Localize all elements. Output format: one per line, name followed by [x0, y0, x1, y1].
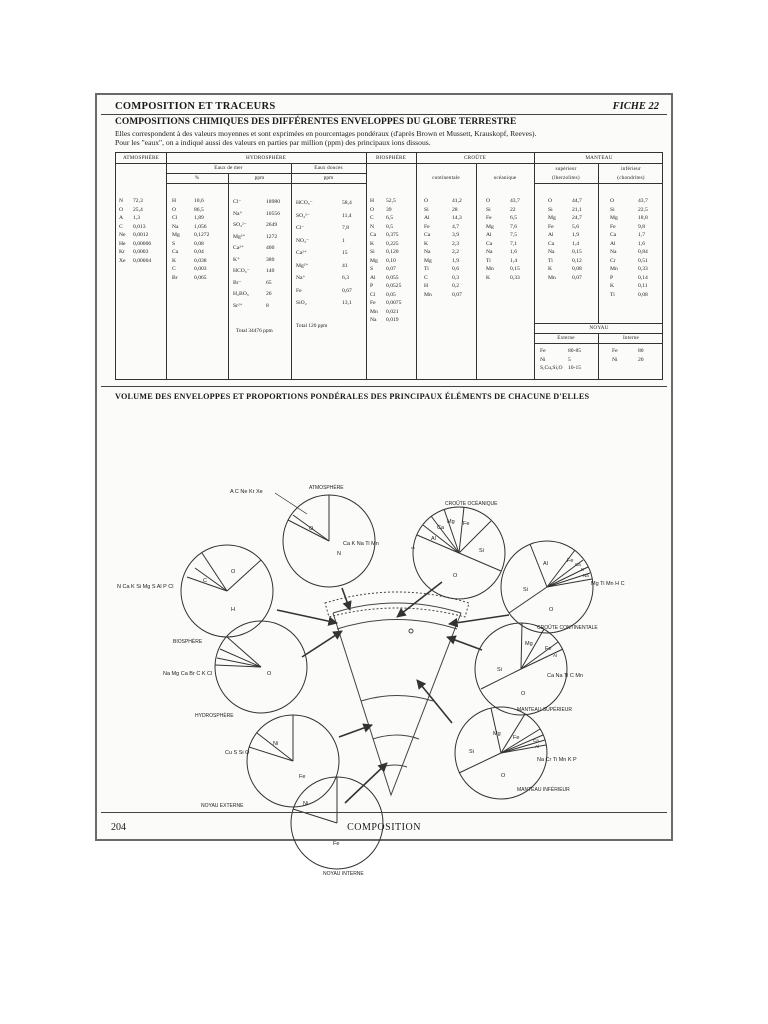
intro-line-2: Pour les "eaux", on a indiqué aussi des valeurs en parties par million (ppm) des principaux ions dissous. [115, 138, 431, 147]
croute-oc-name: CROÛTE OCÉANIQUE [445, 501, 498, 507]
arrow-croute-oceanique [397, 582, 442, 617]
croute-cont-minor: Mg Ti Mn H C [591, 581, 625, 587]
header-biosphere: BIOSPHÈRE [375, 155, 407, 161]
croute-oc-o: O [453, 573, 458, 579]
ne-values: 80-85 5 10-15 [568, 348, 582, 371]
section-rule [101, 386, 667, 387]
douce-ions: HCO₃⁻ SO₄²⁻ Cl⁻ NO₃⁻ Ca²⁺ Mg²⁺ Na⁺ Fe SiO₂ [296, 200, 313, 306]
wedge-arc-inner-core [382, 765, 407, 767]
manteau-inf-mg: Mg [493, 731, 501, 737]
pie-hydrosphere [215, 621, 307, 713]
croute-cont-k: K [581, 567, 585, 572]
bio-elements: H O C N Ca K Si Mg S Al P Cl Fe Mn Na [370, 198, 378, 323]
pie-slice-line [547, 550, 575, 587]
footer-rule [101, 812, 667, 813]
intro-line-1: Elles correspondent à des valeurs moyennes et sont exprimées en pourcentages pondéraux (d'après Brown et Mussett, Krauskopf, Reeves). [115, 129, 537, 138]
biosphere-h: H [231, 607, 235, 613]
noyau-ext-fe: Fe [299, 774, 306, 780]
header-ppm-douce: ppm [323, 175, 334, 181]
header-continentale: continentale [432, 175, 460, 181]
atmosphere-minor: A C Ne Kr Xe [230, 489, 263, 495]
arrows [277, 582, 509, 803]
manteau-sup-mg: Mg [525, 641, 533, 647]
atmosphere-o: O [309, 526, 314, 532]
hydrosphere-o: O [267, 671, 272, 677]
croute-cont-ca: Ca [575, 562, 581, 567]
pie-noyau-externe [247, 715, 339, 807]
page-number: 204 [111, 822, 126, 833]
manteau-sup-name: MANTEAU SUPÉRIEUR [517, 707, 573, 713]
manteau-inf-name: MANTEAU INFÉRIEUR [517, 787, 570, 793]
header-superieur: supérieur [555, 166, 577, 172]
pie-slice-line [187, 577, 227, 591]
section1-intro [115, 129, 665, 147]
table-vline [416, 153, 417, 379]
ni-values: 80 20 [638, 348, 644, 363]
header-hydrosphere: HYDROSPHÈRE [246, 155, 286, 161]
mer-elements: H O Cl Na Mg S Ca K C Br [172, 198, 180, 281]
pie-slice-line [249, 747, 293, 761]
composition-table [115, 152, 663, 380]
croute-oc-fe: Fe [463, 521, 470, 527]
cc-values: 41,2 28 14,3 4,7 3,9 2,3 2,2 1,9 0,6 0,3 0,2 0,07 [452, 198, 462, 298]
noyau-ext-minor: Cu S Si O [225, 750, 250, 756]
header-pct: % [194, 175, 200, 181]
pie-biosphere [181, 545, 273, 637]
manteau-sup-o: O [521, 691, 526, 697]
manteau-inf-si: Si [469, 749, 474, 755]
hydrosphere-minor: Na Mg Ca Br C K Cl [163, 671, 213, 677]
biosphere-o: O [231, 569, 236, 575]
croute-cont-name: CROÛTE CONTINENTALE [537, 625, 598, 631]
pie-slice-line [459, 553, 501, 571]
header-inferieur-sub: (chondrites) [617, 175, 645, 181]
arrow-manteau-superieur [447, 637, 482, 650]
manteau-sup-al: Al [553, 653, 558, 658]
pie-slice-line [227, 560, 261, 591]
header-manteau: MANTEAU [585, 155, 613, 161]
header-eaux-mer: Eaux de mer [214, 165, 243, 171]
noyau-int-name: NOYAU INTERNE [323, 871, 364, 877]
douce-ppm: 58,4 11,4 7,8 1 15 41 6,3 0,67 13,1 [342, 200, 352, 306]
ni-elements: Fe Ni [612, 348, 618, 363]
pie-slice-line [227, 637, 261, 667]
pie-slice-line [195, 568, 227, 591]
table-hline [116, 163, 662, 164]
co-values: 43,7 22 6,5 7,6 7,5 7,1 1,6 1,4 0,15 0,33 [510, 198, 520, 281]
earth-wedge [325, 592, 469, 795]
pie-slice-line [459, 507, 464, 553]
section1-title: COMPOSITIONS CHIMIQUES DES DIFFÉRENTES ENVELOPPES DU GLOBE TERRESTRE [115, 117, 517, 127]
sheet-title: COMPOSITION ET TRACEURS [115, 101, 276, 112]
croute-oc-minor: Ca K Na Ti Mn [343, 541, 379, 547]
pie-croute-continentale [501, 541, 593, 633]
atmosphere-n: N [337, 551, 341, 557]
wedge-arc-crust [337, 620, 457, 630]
manteau-sup-minor: Ca Na Ti C Mn [547, 673, 584, 679]
pie-slice-line [220, 649, 261, 667]
atm-values: 72,3 25,4 1,3 0,013 0,0012 0,00006 0,0003 0,00004 [133, 198, 152, 264]
croute-oc-mg: Mg [447, 519, 455, 525]
wedge-sides [333, 613, 461, 795]
manteau-inf-minor: Na Cr Ti Mn K P [537, 757, 577, 763]
pie-croute-oceanique [411, 507, 505, 599]
ms-values: 44,7 21,1 24,7 5,6 1,9 1,4 0,15 0,12 0,08 0,07 [572, 198, 582, 281]
arrow-noyau-interne [345, 763, 387, 803]
croute-cont-si: Si [523, 587, 528, 593]
pie-atmosphere [275, 493, 375, 587]
manteau-sup-fe: Fe [545, 646, 552, 652]
table-hline [166, 173, 366, 174]
mer-ions: Cl⁻ Na⁺ SO₄²⁻ Mg²⁺ Ca²⁺ K⁺ HCO₃⁻ Br⁻ H₂BO₃ Sr²⁺ [233, 199, 250, 309]
ne-elements: Fe Ni S,Cu,Si,O [540, 348, 563, 371]
header-superieur-sub: (lherzolites) [552, 175, 580, 181]
pie-slice-line [444, 509, 459, 553]
wedge-arc-outer-core [373, 735, 419, 739]
section2-title: VOLUME DES ENVELOPPES ET PROPORTIONS PONDÉRALES DES PRINCIPAUX ÉLÉMENTS DE CHACUNE D'ELLES [115, 392, 590, 401]
mi-values: 43,7 22,5 18,8 9,8 1,7 1,6 0,84 0,51 0,33 0,14 0,11 0,08 [638, 198, 648, 298]
hydrosphere-name: HYDROSPHÈRE [195, 713, 234, 719]
total-mer: Total 34476 ppm [236, 328, 273, 334]
croute-oc-si: Si [479, 548, 484, 554]
fiche-number: FICHE 22 [612, 101, 659, 112]
table-vline [166, 153, 167, 379]
table-vline [598, 163, 599, 323]
table-hline [166, 183, 366, 184]
cc-elements: O Si Al Fe Ca K Na Mg Ti C H Mn [424, 198, 432, 298]
mi-elements: O Si Mg Fe Ca Al Na Cr Mn P K Ti [610, 198, 618, 298]
document-sheet [95, 93, 673, 877]
wedge-marker [409, 629, 413, 633]
arrow-atmosphere [342, 588, 350, 610]
table-vline [228, 173, 229, 379]
pie-manteau-superieur [475, 623, 567, 715]
pie-slice-line [509, 587, 547, 613]
noyau-ext-ni: Ni [273, 741, 279, 747]
manteau-inf-fe: Fe [513, 735, 520, 741]
arrow-biosphere [277, 610, 337, 623]
mer-ppm: 18980 10556 2649 1272 400 380 140 65 26 8 [266, 199, 280, 309]
noyau-int-fe: Fe [333, 841, 340, 847]
arrow-hydrosphere [302, 631, 342, 657]
ms-elements: O Si Mg Fe Al Ca Na Ti K Mn [548, 198, 556, 281]
co-elements: O Si Fe Mg Al Ca Na Ti Mn K [486, 198, 494, 281]
pie-slice-line [257, 733, 293, 761]
atmosphere-name: ATMOSPHÈRE [309, 485, 344, 491]
croute-oc-ca: Ca [437, 525, 445, 531]
croute-cont-o: O [549, 607, 554, 613]
manteau-sup-si: Si [497, 667, 502, 673]
manteau-inf-al: Al [535, 744, 540, 749]
header-atmosphere: ATMOSPHÈRE [122, 155, 159, 161]
header-croute: CROÛTE [464, 155, 486, 161]
biosphere-minor: N Ca K Si Mg S Al P Cl [117, 584, 174, 590]
croute-cont-fe: Fe [567, 558, 574, 564]
atm-elements: N O A C Ne He Kr Xe [119, 198, 126, 264]
arrow-manteau-inferieur [417, 680, 452, 723]
bio-values: 52,5 39 6,5 0,5 0,375 0,225 0,120 0,10 0,07 0,055 0,0525 0,05 0,0075 0,021 0,019 [386, 198, 402, 323]
croute-cont-al: Al [543, 561, 548, 567]
pie-slice-line [459, 753, 501, 773]
table-hline [534, 323, 662, 324]
header-ppm-mer: ppm [254, 175, 265, 181]
total-douce: Total 120 ppm [296, 323, 328, 329]
manteau-inf-ca: Ca [533, 738, 539, 743]
noyau-ext-name: NOYAU EXTERNE [201, 803, 244, 809]
table-vline [534, 153, 535, 379]
manteau-inf-o: O [501, 773, 506, 779]
mer-values: 10,6 86,5 1,89 1,056 0,1272 0,08 0,04 0,038 0,003 0,065 [194, 198, 210, 281]
croute-oc-al: Al [431, 536, 436, 542]
header-interne: Interne [622, 335, 640, 341]
pie-slice-line [521, 623, 522, 669]
noyau-int-ni: Ni [303, 801, 309, 807]
table-vline [291, 163, 292, 379]
header-externe: Externe [557, 335, 575, 341]
header-inferieur: inférieur [621, 166, 641, 172]
header-rule [101, 114, 667, 115]
biosphere-c: C [203, 578, 207, 584]
wedge-atmosphere-band [325, 592, 469, 617]
pie-slice-line [202, 553, 227, 591]
header-noyau: NOYAU [589, 325, 609, 331]
footer-label: COMPOSITION [347, 822, 421, 833]
arrow-noyau-externe [339, 725, 372, 737]
wedge-arc-mantle [361, 696, 433, 702]
biosphere-name: BIOSPHÈRE [173, 639, 203, 645]
croute-cont-na: Na [583, 573, 589, 578]
table-vline [476, 163, 477, 379]
header-eaux-douces: Eaux douces [314, 165, 343, 171]
table-vline [366, 153, 367, 379]
header-oceanique: océanique [493, 175, 517, 181]
